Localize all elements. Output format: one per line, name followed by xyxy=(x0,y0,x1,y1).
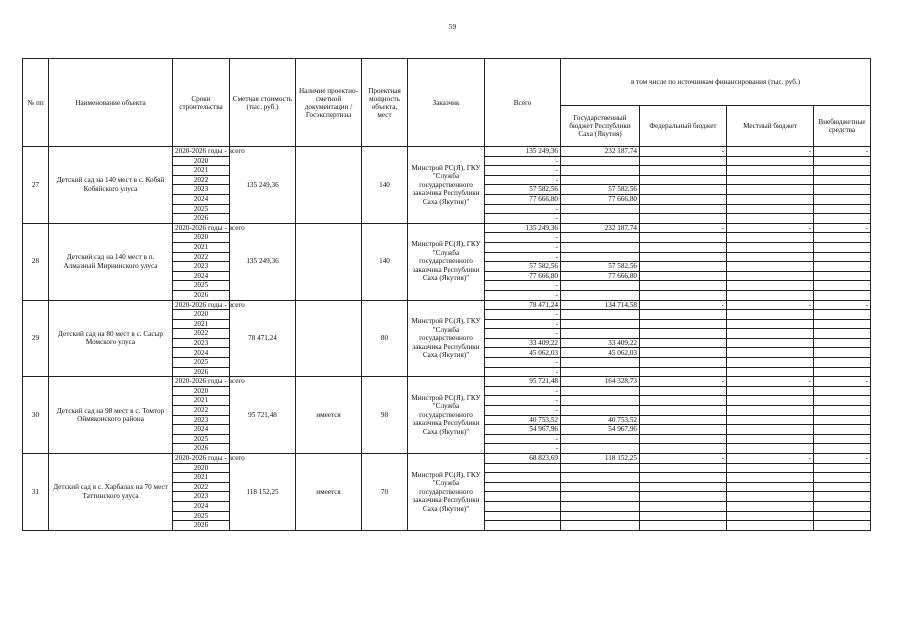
header-num: № пп xyxy=(23,59,49,147)
period-label: 2026 xyxy=(173,214,230,224)
customer-name: Минстрой РС(Я), ГКУ "Служба государственного заказчика Республики Саха (Якутия)" xyxy=(408,377,485,454)
federal-budget-value xyxy=(640,501,727,511)
state-budget-value xyxy=(561,214,640,224)
local-budget-value xyxy=(727,386,814,396)
state-budget-value xyxy=(561,175,640,185)
federal-budget-value xyxy=(640,242,727,252)
extra-budget-value: - xyxy=(814,300,871,310)
local-budget-value xyxy=(727,492,814,502)
extra-budget-value xyxy=(814,434,871,444)
docs-status: имеется xyxy=(296,377,362,454)
period-label: 2026 xyxy=(173,290,230,300)
federal-budget-value xyxy=(640,338,727,348)
table-row xyxy=(23,223,871,233)
state-budget-value: 232 187,74 xyxy=(561,223,640,233)
table-row xyxy=(23,377,871,387)
header-state: Государственный бюджет Республики Саха (Якутия) xyxy=(561,106,640,147)
period-label: 2022 xyxy=(173,406,230,416)
total-value: - xyxy=(485,329,561,339)
period-label: 2026 xyxy=(173,521,230,531)
extra-budget-value xyxy=(814,281,871,291)
local-budget-value xyxy=(727,233,814,243)
local-budget-value: - xyxy=(727,300,814,310)
extra-budget-value xyxy=(814,204,871,214)
total-value xyxy=(485,482,561,492)
period-label: 2020-2026 годы - всего xyxy=(173,454,230,464)
total-value: - xyxy=(485,406,561,416)
period-label: 2025 xyxy=(173,434,230,444)
header-docs: Наличие проектно-сметной документации /Госэкспертизы xyxy=(296,59,362,147)
table-viewport xyxy=(22,58,870,578)
period-label: 2020 xyxy=(173,310,230,320)
capacity-value: 140 xyxy=(362,223,408,300)
docs-status xyxy=(296,223,362,300)
federal-budget-value xyxy=(640,396,727,406)
federal-budget-value xyxy=(640,434,727,444)
extra-budget-value xyxy=(814,473,871,483)
federal-budget-value: - xyxy=(640,377,727,387)
federal-budget-value: - xyxy=(640,147,727,157)
state-budget-value: 57 582,56 xyxy=(561,262,640,272)
total-value: - xyxy=(485,386,561,396)
federal-budget-value xyxy=(640,290,727,300)
federal-budget-value xyxy=(640,367,727,377)
period-label: 2022 xyxy=(173,482,230,492)
state-budget-value: 118 152,25 xyxy=(561,454,640,464)
total-value: 57 582,56 xyxy=(485,185,561,195)
local-budget-value xyxy=(727,175,814,185)
period-label: 2022 xyxy=(173,175,230,185)
total-value: 33 409,22 xyxy=(485,338,561,348)
state-budget-value: 232 187,74 xyxy=(561,147,640,157)
state-budget-value xyxy=(561,252,640,262)
local-budget-value xyxy=(727,242,814,252)
local-budget-value xyxy=(727,281,814,291)
total-value: - xyxy=(485,281,561,291)
total-value: 78 471,24 xyxy=(485,300,561,310)
header-capacity: Проектная мощность объекта, мест xyxy=(362,59,408,147)
local-budget-value xyxy=(727,204,814,214)
total-value: - xyxy=(485,242,561,252)
state-budget-value xyxy=(561,290,640,300)
state-budget-value xyxy=(561,281,640,291)
local-budget-value xyxy=(727,166,814,176)
total-value: 77 666,80 xyxy=(485,194,561,204)
federal-budget-value xyxy=(640,425,727,435)
capacity-value: 140 xyxy=(362,147,408,224)
total-value: - xyxy=(485,444,561,454)
header-extra: Внебюджетные средства xyxy=(814,106,871,147)
estimated-cost: 118 152,25 xyxy=(230,454,296,531)
extra-budget-value: - xyxy=(814,147,871,157)
table-body xyxy=(23,147,871,531)
federal-budget-value xyxy=(640,386,727,396)
extra-budget-value: - xyxy=(814,223,871,233)
federal-budget-value xyxy=(640,358,727,368)
local-budget-value xyxy=(727,444,814,454)
header-federal: Федеральный бюджет xyxy=(640,106,727,147)
federal-budget-value xyxy=(640,319,727,329)
total-value: 57 582,56 xyxy=(485,262,561,272)
period-label: 2026 xyxy=(173,367,230,377)
state-budget-value: 57 582,56 xyxy=(561,185,640,195)
local-budget-value: - xyxy=(727,454,814,464)
header-total: Всего xyxy=(485,59,561,147)
extra-budget-value xyxy=(814,406,871,416)
extra-budget-value xyxy=(814,425,871,435)
docs-status xyxy=(296,147,362,224)
object-name: Детский сад на 140 мест в п. Алмазный Мирнинского улуса xyxy=(49,223,173,300)
extra-budget-value xyxy=(814,521,871,531)
total-value xyxy=(485,473,561,483)
period-label: 2020 xyxy=(173,463,230,473)
table-row xyxy=(23,454,871,464)
local-budget-value xyxy=(727,425,814,435)
extra-budget-value xyxy=(814,492,871,502)
state-budget-value xyxy=(561,156,640,166)
total-value: 68 823,69 xyxy=(485,454,561,464)
total-value: 135 249,36 xyxy=(485,147,561,157)
extra-budget-value: - xyxy=(814,377,871,387)
extra-budget-value xyxy=(814,415,871,425)
total-value: - xyxy=(485,166,561,176)
object-name: Детский сад на 140 мест в с. Кобяй Кобяйского улуса xyxy=(49,147,173,224)
federal-budget-value xyxy=(640,406,727,416)
local-budget-value xyxy=(727,185,814,195)
period-label: 2025 xyxy=(173,204,230,214)
local-budget-value xyxy=(727,329,814,339)
local-budget-value xyxy=(727,358,814,368)
extra-budget-value xyxy=(814,175,871,185)
local-budget-value: - xyxy=(727,223,814,233)
federal-budget-value xyxy=(640,185,727,195)
customer-name: Минстрой РС(Я), ГКУ "Служба государственного заказчика Республики Саха (Якутия)" xyxy=(408,454,485,531)
extra-budget-value xyxy=(814,319,871,329)
federal-budget-value xyxy=(640,281,727,291)
state-budget-value xyxy=(561,492,640,502)
federal-budget-value xyxy=(640,262,727,272)
total-value xyxy=(485,492,561,502)
total-value: - xyxy=(485,358,561,368)
total-value: - xyxy=(485,367,561,377)
object-name: Детский сад на 98 мест в с. Томтор Оймяконского района xyxy=(49,377,173,454)
local-budget-value xyxy=(727,406,814,416)
local-budget-value xyxy=(727,194,814,204)
local-budget-value xyxy=(727,252,814,262)
federal-budget-value xyxy=(640,473,727,483)
estimated-cost: 135 249,36 xyxy=(230,147,296,224)
federal-budget-value xyxy=(640,482,727,492)
header-local: Местный бюджет xyxy=(727,106,814,147)
state-budget-value: 33 409,22 xyxy=(561,338,640,348)
federal-budget-value xyxy=(640,444,727,454)
period-label: 2025 xyxy=(173,281,230,291)
federal-budget-value xyxy=(640,156,727,166)
extra-budget-value xyxy=(814,396,871,406)
extra-budget-value xyxy=(814,262,871,272)
federal-budget-value xyxy=(640,271,727,281)
estimated-cost: 95 721,48 xyxy=(230,377,296,454)
federal-budget-value xyxy=(640,233,727,243)
period-label: 2020 xyxy=(173,386,230,396)
extra-budget-value xyxy=(814,194,871,204)
total-value: - xyxy=(485,319,561,329)
state-budget-value xyxy=(561,310,640,320)
period-label: 2021 xyxy=(173,166,230,176)
extra-budget-value xyxy=(814,233,871,243)
estimated-cost: 78 471,24 xyxy=(230,300,296,377)
header-terms: Сроки строительства xyxy=(173,59,230,147)
total-value: - xyxy=(485,233,561,243)
extra-budget-value xyxy=(814,511,871,521)
total-value: - xyxy=(485,204,561,214)
period-label: 2024 xyxy=(173,348,230,358)
state-budget-value xyxy=(561,434,640,444)
table-row xyxy=(23,147,871,157)
row-number: 27 xyxy=(23,147,49,224)
period-label: 2023 xyxy=(173,262,230,272)
object-name: Детский сад на 80 мест в с. Сасыр Момского улуса xyxy=(49,300,173,377)
federal-budget-value xyxy=(640,175,727,185)
total-value: 95 721,48 xyxy=(485,377,561,387)
state-budget-value: 164 328,73 xyxy=(561,377,640,387)
local-budget-value xyxy=(727,262,814,272)
state-budget-value xyxy=(561,204,640,214)
state-budget-value: 77 666,80 xyxy=(561,271,640,281)
federal-budget-value xyxy=(640,204,727,214)
state-budget-value: 54 967,96 xyxy=(561,425,640,435)
extra-budget-value xyxy=(814,482,871,492)
local-budget-value xyxy=(727,396,814,406)
local-budget-value xyxy=(727,156,814,166)
local-budget-value xyxy=(727,511,814,521)
period-label: 2022 xyxy=(173,252,230,262)
total-value: 45 062,03 xyxy=(485,348,561,358)
period-label: 2022 xyxy=(173,329,230,339)
total-value xyxy=(485,511,561,521)
state-budget-value xyxy=(561,166,640,176)
total-value: - xyxy=(485,310,561,320)
extra-budget-value xyxy=(814,214,871,224)
table-row xyxy=(23,300,871,310)
state-budget-value: 40 753,52 xyxy=(561,415,640,425)
capacity-value: 70 xyxy=(362,454,408,531)
extra-budget-value xyxy=(814,338,871,348)
period-label: 2023 xyxy=(173,185,230,195)
state-budget-value xyxy=(561,482,640,492)
local-budget-value xyxy=(727,521,814,531)
federal-budget-value xyxy=(640,463,727,473)
period-label: 2020 xyxy=(173,156,230,166)
row-number: 30 xyxy=(23,377,49,454)
local-budget-value xyxy=(727,290,814,300)
customer-name: Минстрой РС(Я), ГКУ "Служба государственного заказчика Республики Саха (Якутия)" xyxy=(408,147,485,224)
federal-budget-value xyxy=(640,415,727,425)
period-label: 2020-2026 годы - всего xyxy=(173,223,230,233)
federal-budget-value: - xyxy=(640,300,727,310)
local-budget-value xyxy=(727,463,814,473)
federal-budget-value xyxy=(640,252,727,262)
header-name: Наименование объекта xyxy=(49,59,173,147)
extra-budget-value xyxy=(814,252,871,262)
extra-budget-value xyxy=(814,463,871,473)
docs-status xyxy=(296,300,362,377)
local-budget-value xyxy=(727,214,814,224)
customer-name: Минстрой РС(Я), ГКУ "Служба государственного заказчика Республики Саха (Якутия)" xyxy=(408,223,485,300)
header-sources-group: в том числе по источникам финансирования (тыс. руб.) xyxy=(561,59,871,106)
docs-status: имеется xyxy=(296,454,362,531)
state-budget-value xyxy=(561,319,640,329)
period-label: 2024 xyxy=(173,194,230,204)
period-label: 2021 xyxy=(173,473,230,483)
row-number: 28 xyxy=(23,223,49,300)
period-label: 2024 xyxy=(173,501,230,511)
extra-budget-value xyxy=(814,348,871,358)
local-budget-value xyxy=(727,338,814,348)
total-value xyxy=(485,501,561,511)
estimated-cost: 135 249,36 xyxy=(230,223,296,300)
customer-name: Минстрой РС(Я), ГКУ "Служба государственного заказчика Республики Саха (Якутия)" xyxy=(408,300,485,377)
extra-budget-value: - xyxy=(814,454,871,464)
local-budget-value xyxy=(727,271,814,281)
extra-budget-value xyxy=(814,156,871,166)
period-label: 2021 xyxy=(173,242,230,252)
state-budget-value xyxy=(561,521,640,531)
state-budget-value xyxy=(561,444,640,454)
total-value: 40 753,52 xyxy=(485,415,561,425)
period-label: 2020-2026 годы - всего xyxy=(173,377,230,387)
extra-budget-value xyxy=(814,358,871,368)
extra-budget-value xyxy=(814,367,871,377)
total-value: - xyxy=(485,156,561,166)
period-label: 2020-2026 годы - всего xyxy=(173,147,230,157)
extra-budget-value xyxy=(814,329,871,339)
period-label: 2021 xyxy=(173,319,230,329)
table-header xyxy=(23,59,871,147)
financing-table xyxy=(22,58,871,531)
state-budget-value xyxy=(561,233,640,243)
total-value: - xyxy=(485,434,561,444)
total-value: - xyxy=(485,252,561,262)
federal-budget-value xyxy=(640,521,727,531)
state-budget-value xyxy=(561,511,640,521)
federal-budget-value xyxy=(640,329,727,339)
local-budget-value xyxy=(727,501,814,511)
federal-budget-value xyxy=(640,166,727,176)
header-cost: Сметная стоимость (тыс. руб.) xyxy=(230,59,296,147)
row-number: 31 xyxy=(23,454,49,531)
extra-budget-value xyxy=(814,166,871,176)
capacity-value: 98 xyxy=(362,377,408,454)
state-budget-value xyxy=(561,358,640,368)
extra-budget-value xyxy=(814,242,871,252)
row-number: 29 xyxy=(23,300,49,377)
total-value: 77 666,80 xyxy=(485,271,561,281)
federal-budget-value xyxy=(640,194,727,204)
total-value xyxy=(485,463,561,473)
period-label: 2023 xyxy=(173,492,230,502)
state-budget-value xyxy=(561,242,640,252)
extra-budget-value xyxy=(814,501,871,511)
state-budget-value xyxy=(561,463,640,473)
local-budget-value xyxy=(727,310,814,320)
local-budget-value xyxy=(727,319,814,329)
federal-budget-value: - xyxy=(640,223,727,233)
federal-budget-value xyxy=(640,511,727,521)
local-budget-value xyxy=(727,473,814,483)
state-budget-value xyxy=(561,329,640,339)
state-budget-value xyxy=(561,396,640,406)
state-budget-value: 134 714,58 xyxy=(561,300,640,310)
local-budget-value xyxy=(727,348,814,358)
federal-budget-value xyxy=(640,310,727,320)
local-budget-value xyxy=(727,367,814,377)
period-label: 2021 xyxy=(173,396,230,406)
period-label: 2023 xyxy=(173,415,230,425)
total-value: - xyxy=(485,396,561,406)
local-budget-value: - xyxy=(727,147,814,157)
header-customer: Заказчик xyxy=(408,59,485,147)
total-value: 54 967,96 xyxy=(485,425,561,435)
period-label: 2025 xyxy=(173,511,230,521)
object-name: Детский сад в с. Харбалах на 70 мест Таттинского улуса xyxy=(49,454,173,531)
extra-budget-value xyxy=(814,290,871,300)
federal-budget-value xyxy=(640,348,727,358)
local-budget-value: - xyxy=(727,377,814,387)
period-label: 2024 xyxy=(173,271,230,281)
state-budget-value: 45 062,03 xyxy=(561,348,640,358)
extra-budget-value xyxy=(814,271,871,281)
local-budget-value xyxy=(727,482,814,492)
period-label: 2023 xyxy=(173,338,230,348)
state-budget-value xyxy=(561,367,640,377)
extra-budget-value xyxy=(814,444,871,454)
period-label: 2024 xyxy=(173,425,230,435)
federal-budget-value: - xyxy=(640,454,727,464)
federal-budget-value xyxy=(640,492,727,502)
capacity-value: 80 xyxy=(362,300,408,377)
local-budget-value xyxy=(727,415,814,425)
state-budget-value: 77 666,80 xyxy=(561,194,640,204)
federal-budget-value xyxy=(640,214,727,224)
state-budget-value xyxy=(561,386,640,396)
extra-budget-value xyxy=(814,386,871,396)
local-budget-value xyxy=(727,434,814,444)
total-value: - xyxy=(485,175,561,185)
period-label: 2020 xyxy=(173,233,230,243)
total-value: 135 249,36 xyxy=(485,223,561,233)
state-budget-value xyxy=(561,406,640,416)
period-label: 2026 xyxy=(173,444,230,454)
extra-budget-value xyxy=(814,310,871,320)
total-value: - xyxy=(485,290,561,300)
state-budget-value xyxy=(561,501,640,511)
total-value: - xyxy=(485,214,561,224)
period-label: 2025 xyxy=(173,358,230,368)
total-value xyxy=(485,521,561,531)
period-label: 2020-2026 годы - всего xyxy=(173,300,230,310)
extra-budget-value xyxy=(814,185,871,195)
page-number: 59 xyxy=(448,22,457,31)
state-budget-value xyxy=(561,473,640,483)
